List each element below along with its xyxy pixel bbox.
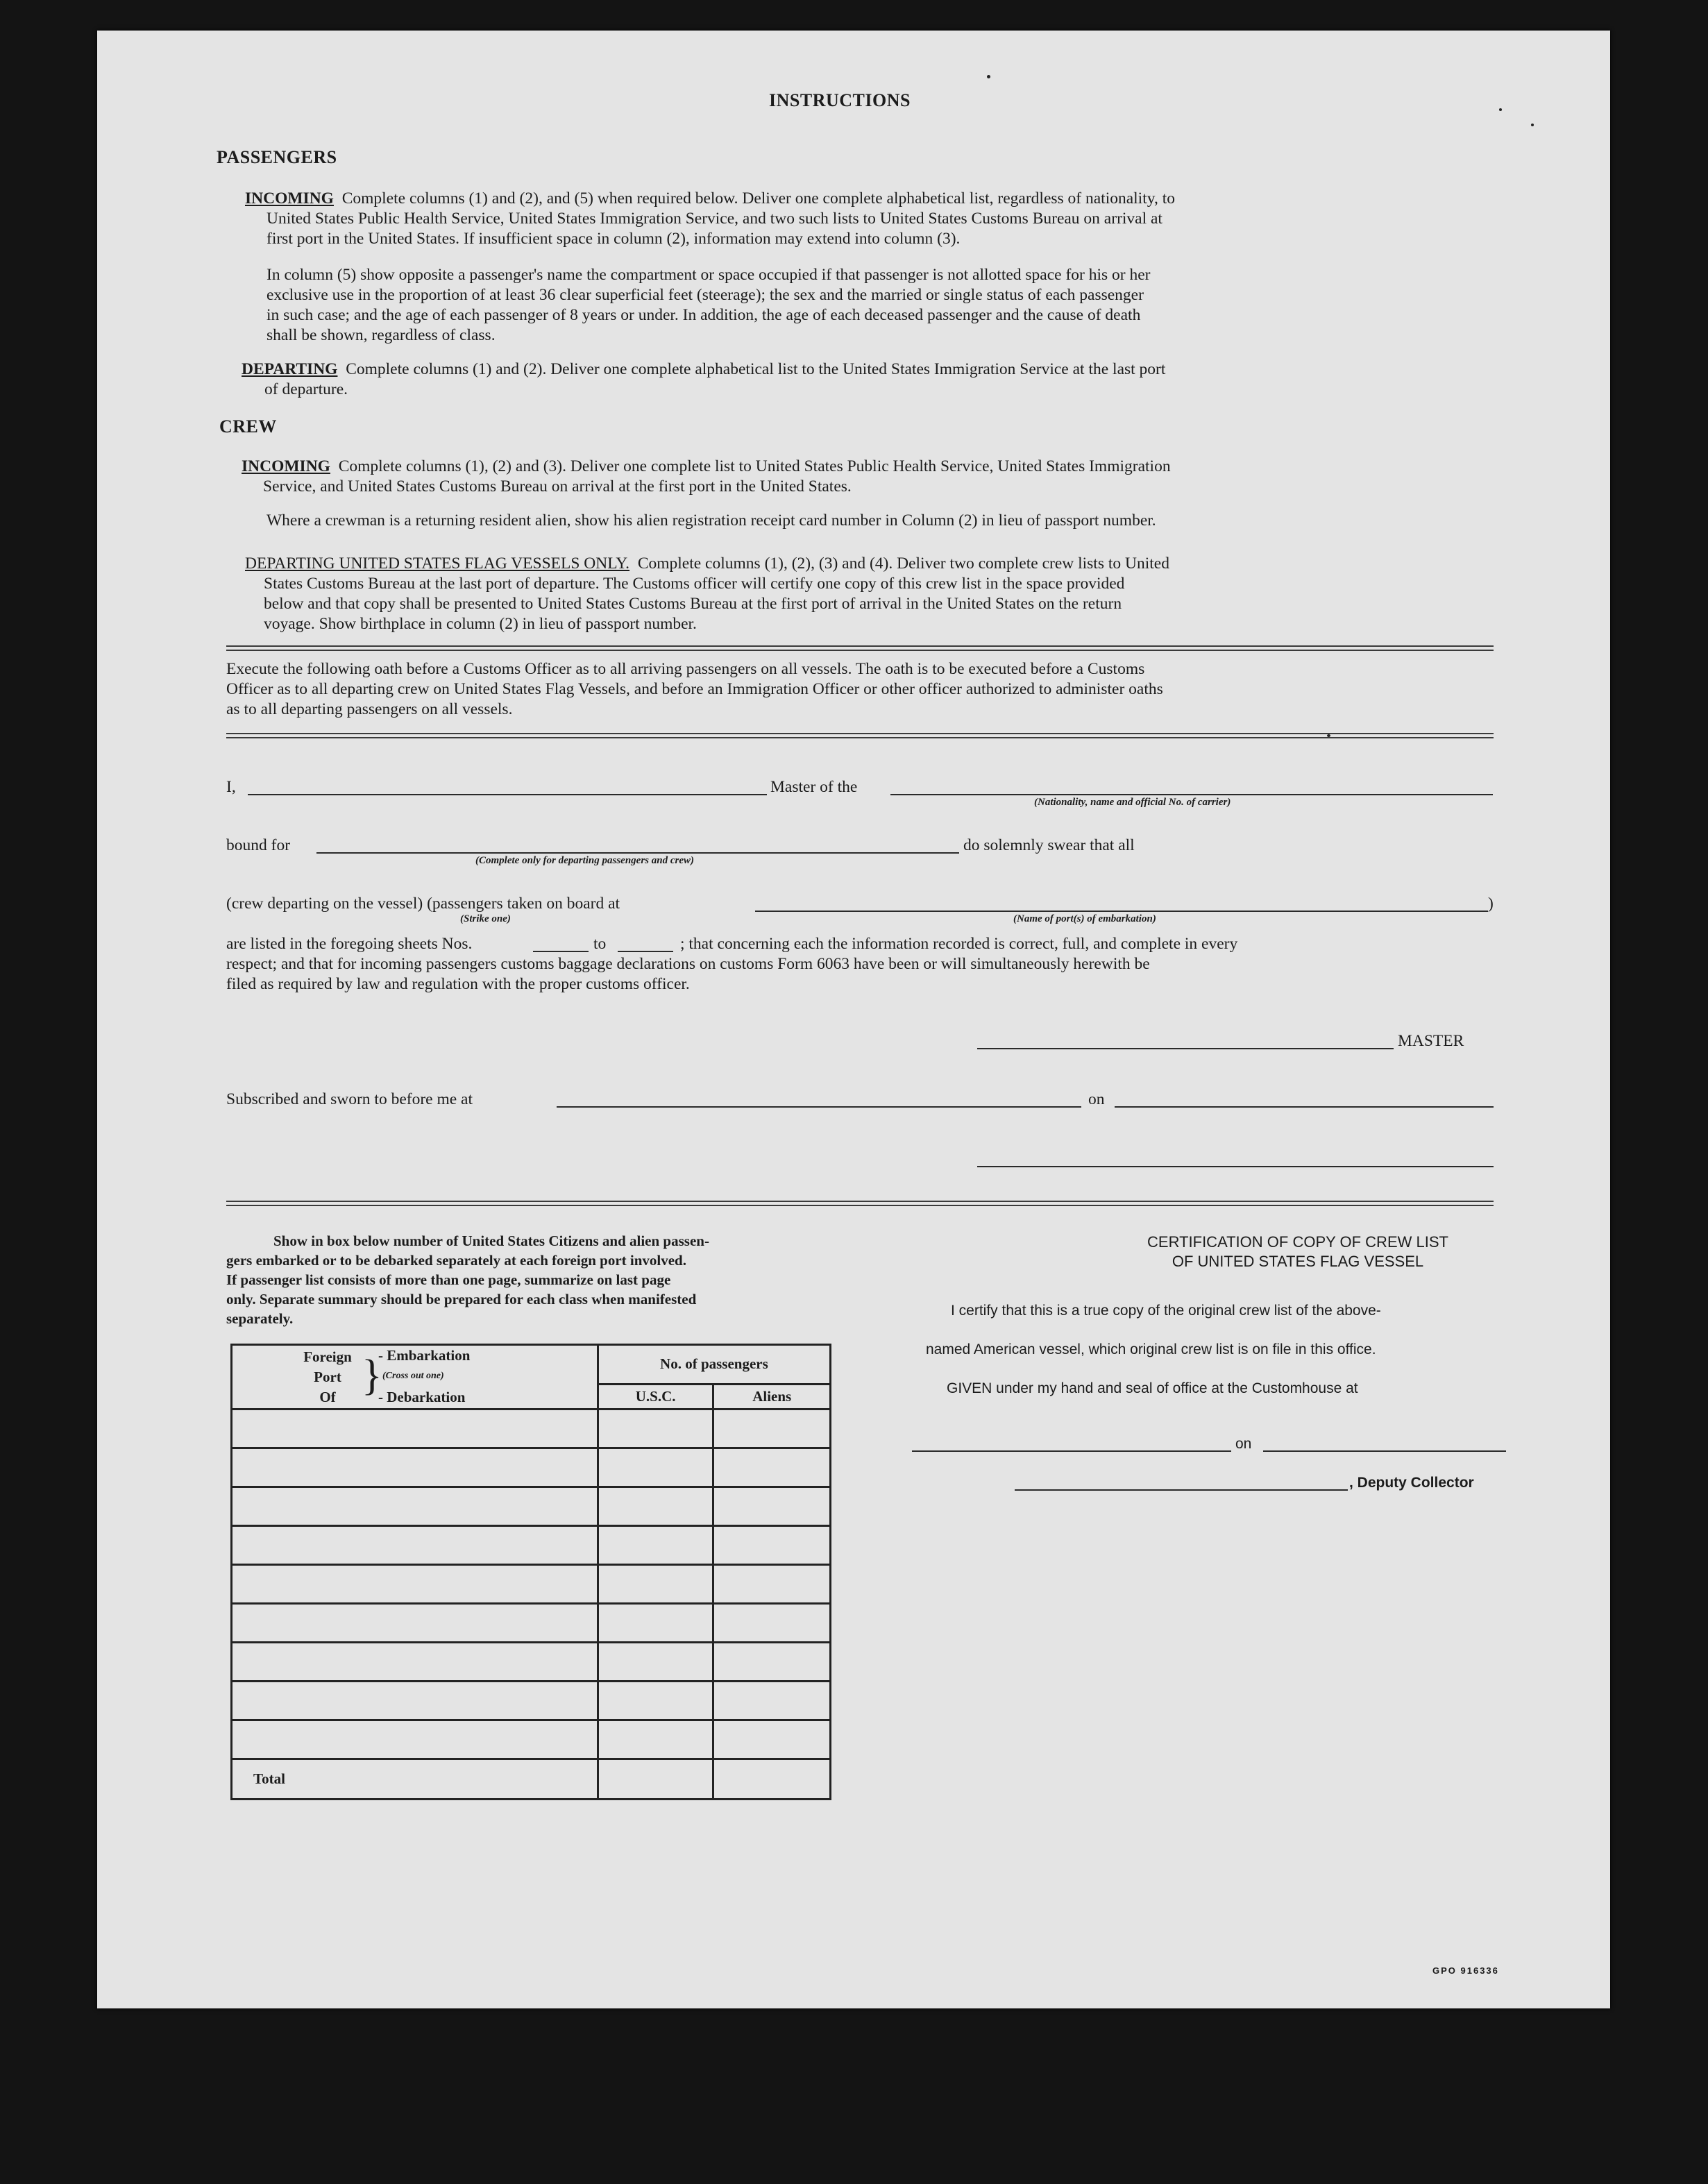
passengers-departing-section: [242, 359, 1567, 400]
port-cell[interactable]: [232, 1643, 598, 1682]
passengers-heading: PASSENGERS: [217, 147, 337, 167]
oath-instructions-text: Officer as to all departing crew on United States Flag Vessels, and before an Immigration Officer or other officer authorized to administer oaths: [226, 680, 1163, 698]
certification-title: [992, 1233, 1603, 1271]
certification-text: named American vessel, which original crew list is on file in this office.: [926, 1341, 1376, 1357]
deputy-signature-field[interactable]: [1015, 1489, 1348, 1491]
port-cell[interactable]: [232, 1448, 598, 1487]
certification-on-label: on: [1235, 1436, 1252, 1452]
usc-cell[interactable]: [598, 1682, 713, 1720]
crew-incoming-label: INCOMING: [242, 457, 330, 475]
scan-speck: [1327, 734, 1330, 737]
port-header-cell: [232, 1345, 598, 1410]
certification-title-line: CERTIFICATION OF COPY OF CREW LIST: [1147, 1233, 1448, 1251]
usc-cell[interactable]: [598, 1565, 713, 1604]
certification-title-line: OF UNITED STATES FLAG VESSEL: [1172, 1253, 1424, 1270]
master-label: MASTER: [1398, 1032, 1464, 1050]
aliens-cell[interactable]: [713, 1565, 831, 1604]
crew-departing-text: Complete columns (1), (2), (3) and (4). Deliver two complete crew lists to United: [637, 555, 1169, 573]
oath-instructions-text: as to all departing passengers on all vessels.: [226, 700, 513, 718]
divider: [226, 645, 1494, 651]
column-5-text: In column (5) show opposite a passenger's name the compartment or space occupied if that passenger is not allotted space for his or her: [267, 266, 1151, 284]
port-cell[interactable]: [232, 1487, 598, 1526]
passengers-incoming-text: first port in the United States. If insufficient space in column (2), information may extend into column (3).: [267, 230, 961, 248]
summary-instructions: [226, 1231, 830, 1328]
crew-incoming-text: Complete columns (1), (2) and (3). Deliver one complete list to United States Public Health Service, United States Immigration: [338, 457, 1171, 475]
usc-cell[interactable]: [598, 1487, 713, 1526]
crew-incoming-section: [242, 457, 1567, 497]
crewman-alien-text: Where a crewman is a returning resident alien, show his alien registration receipt card number in Column (2) in lieu of passport number.: [267, 511, 1156, 530]
summary-text: gers embarked or to be debarked separately at each foreign port involved.: [226, 1252, 686, 1269]
table-row: [232, 1448, 831, 1487]
page-title: INSTRUCTIONS: [769, 90, 911, 110]
table-row: [232, 1720, 831, 1759]
port-cell[interactable]: [232, 1682, 598, 1720]
oath-i-label: I,: [226, 778, 236, 796]
officer-signature-field[interactable]: [977, 1166, 1494, 1167]
crew-departing-text: States Customs Bureau at the last port of departure. The Customs officer will certify one copy of this crew list in the space provided: [264, 575, 1125, 593]
gpo-code: GPO 916336: [1432, 1965, 1499, 1976]
crew-departing-text: below and that copy shall be presented to United States Customs Bureau at the first port of arrival in the United States on the return: [264, 595, 1122, 613]
summary-text: If passenger list consists of more than one page, summarize on last page: [226, 1271, 671, 1288]
port-label: Port: [314, 1369, 341, 1385]
summary-text: Show in box below number of United States Citizens and alien passen-: [273, 1233, 709, 1249]
summary-text: only. Separate summary should be prepared for each class when manifested: [226, 1291, 697, 1307]
divider: [226, 733, 1494, 738]
column-5-text: in such case; and the age of each passenger of 8 years or under. In addition, the age of each deceased passenger and the cause of death: [267, 306, 1141, 324]
scan-speck: [1531, 124, 1534, 126]
crew-departing-section: [245, 554, 1564, 634]
crew-incoming-text: Service, and United States Customs Bureau on arrival at the first port in the United States.: [263, 477, 852, 496]
total-label: Total: [232, 1759, 598, 1800]
master-signature-field[interactable]: [977, 1048, 1394, 1049]
table-row: [232, 1410, 831, 1448]
passengers-incoming-section: [245, 189, 1564, 249]
brace-icon: }: [362, 1352, 382, 1399]
certification-date-field[interactable]: [1263, 1450, 1506, 1452]
table-row: [232, 1604, 831, 1643]
sheet-to-field[interactable]: [618, 951, 673, 952]
deputy-collector-label: , Deputy Collector: [1349, 1475, 1474, 1491]
divider: [226, 1201, 1494, 1206]
passengers-departing-label: DEPARTING: [242, 360, 338, 378]
total-usc-cell[interactable]: [598, 1759, 713, 1800]
table-row: [232, 1682, 831, 1720]
no-of-passengers-header: No. of passengers: [598, 1345, 830, 1385]
listed-text: ; that concerning each the information recorded is correct, full, and complete in every: [680, 935, 1238, 953]
nationality-caption: (Nationality, name and official No. of carrier): [1034, 797, 1231, 808]
carrier-field[interactable]: [890, 794, 1493, 795]
table-row: [232, 1643, 831, 1682]
form-page: [97, 31, 1610, 2008]
sworn-place-field[interactable]: [557, 1106, 1081, 1108]
passengers-incoming-label: INCOMING: [245, 189, 334, 208]
strike-one-caption: (Strike one): [460, 913, 511, 924]
scan-speck: [1499, 108, 1502, 111]
usc-cell[interactable]: [598, 1604, 713, 1643]
passengers-incoming-text: United States Public Health Service, United States Immigration Service, and two such lists to United States Customs Bureau on arrival at: [267, 210, 1162, 228]
of-label: Of: [319, 1389, 336, 1405]
total-row: [232, 1759, 831, 1800]
port-cell[interactable]: [232, 1720, 598, 1759]
aliens-cell[interactable]: [713, 1643, 831, 1682]
to-label: to: [593, 935, 607, 953]
bound-for-field[interactable]: [316, 852, 959, 854]
close-paren: ): [1488, 895, 1494, 913]
summary-text: separately.: [226, 1310, 294, 1327]
aliens-cell[interactable]: [713, 1604, 831, 1643]
usc-cell[interactable]: [598, 1448, 713, 1487]
port-cell[interactable]: [232, 1565, 598, 1604]
usc-cell[interactable]: [598, 1720, 713, 1759]
scan-speck: [987, 75, 990, 78]
debarkation-option[interactable]: - Debarkation: [378, 1389, 466, 1405]
aliens-cell[interactable]: [713, 1448, 831, 1487]
bound-for-label: bound for: [226, 836, 291, 854]
crew-departing-text: voyage. Show birthplace in column (2) in lieu of passport number.: [264, 615, 697, 633]
ports-caption: (Name of port(s) of embarkation): [1013, 913, 1156, 924]
aliens-cell[interactable]: [713, 1682, 831, 1720]
usc-cell[interactable]: [598, 1643, 713, 1682]
listed-text: are listed in the foregoing sheets Nos.: [226, 935, 473, 953]
crew-departing-label: DEPARTING UNITED STATES FLAG VESSELS ONLY.: [245, 555, 630, 573]
aliens-cell[interactable]: [713, 1410, 831, 1448]
embarkation-option[interactable]: - Embarkation: [378, 1347, 471, 1364]
column-5-text: shall be shown, regardless of class.: [267, 326, 496, 344]
oath-instructions-text: Execute the following oath before a Customs Officer as to all arriving passengers on all vessels. The oath is to be executed before a Customs: [226, 660, 1145, 678]
total-aliens-cell[interactable]: [713, 1759, 831, 1800]
passenger-summary-table: [230, 1344, 831, 1800]
table-row: [232, 1565, 831, 1604]
embarkation-ports-field[interactable]: [755, 911, 1488, 912]
column-5-text: exclusive use in the proportion of at least 36 clear superficial feet (steerage); the sex and the married or single status of each passenger: [267, 286, 1144, 304]
master-name-field[interactable]: [248, 794, 767, 795]
certification-text: GIVEN under my hand and seal of office at the Customhouse at: [947, 1380, 1358, 1396]
customhouse-field[interactable]: [912, 1450, 1231, 1452]
aliens-cell[interactable]: [713, 1526, 831, 1565]
column-5-instructions: [267, 265, 1571, 346]
port-cell[interactable]: [232, 1526, 598, 1565]
cross-out-caption: (Cross out one): [382, 1371, 444, 1381]
crew-departing-option[interactable]: (crew departing on the vessel) (passengers taken on board at: [226, 895, 620, 913]
sheet-from-field[interactable]: [533, 951, 589, 952]
passengers-departing-text: Complete columns (1) and (2). Deliver one complete alphabetical list to the United States Immigration Service at the last port: [346, 360, 1166, 378]
swear-text: do solemnly swear that all: [963, 836, 1135, 854]
certification-text: I certify that this is a true copy of the original crew list of the above-: [951, 1303, 1381, 1319]
sworn-date-field[interactable]: [1115, 1106, 1494, 1108]
usc-cell[interactable]: [598, 1410, 713, 1448]
table-row: [232, 1526, 831, 1565]
on-label: on: [1088, 1090, 1105, 1108]
usc-cell[interactable]: [598, 1526, 713, 1565]
port-cell[interactable]: [232, 1604, 598, 1643]
usc-header: U.S.C.: [598, 1384, 713, 1409]
aliens-header: Aliens: [713, 1384, 831, 1409]
master-of-the-label: Master of the: [770, 778, 858, 796]
listed-text: respect; and that for incoming passengers customs baggage declarations on customs Form 6063 have been or will simultaneously herewith be: [226, 955, 1150, 973]
aliens-cell[interactable]: [713, 1720, 831, 1759]
passengers-departing-text: of departure.: [264, 380, 348, 398]
subscribed-text: Subscribed and sworn to before me at: [226, 1090, 473, 1108]
table-row: [232, 1487, 831, 1526]
foreign-label: Foreign: [303, 1348, 352, 1365]
crew-heading: CREW: [219, 416, 277, 437]
complete-only-caption: (Complete only for departing passengers and crew): [475, 855, 694, 866]
port-cell[interactable]: [232, 1410, 598, 1448]
aliens-cell[interactable]: [713, 1487, 831, 1526]
passengers-incoming-text: Complete columns (1) and (2), and (5) when required below. Deliver one complete alphabetical list, regardless of nationality, to: [341, 189, 1175, 208]
oath-instructions: [226, 659, 1552, 720]
listed-text: filed as required by law and regulation with the proper customs officer.: [226, 975, 690, 993]
